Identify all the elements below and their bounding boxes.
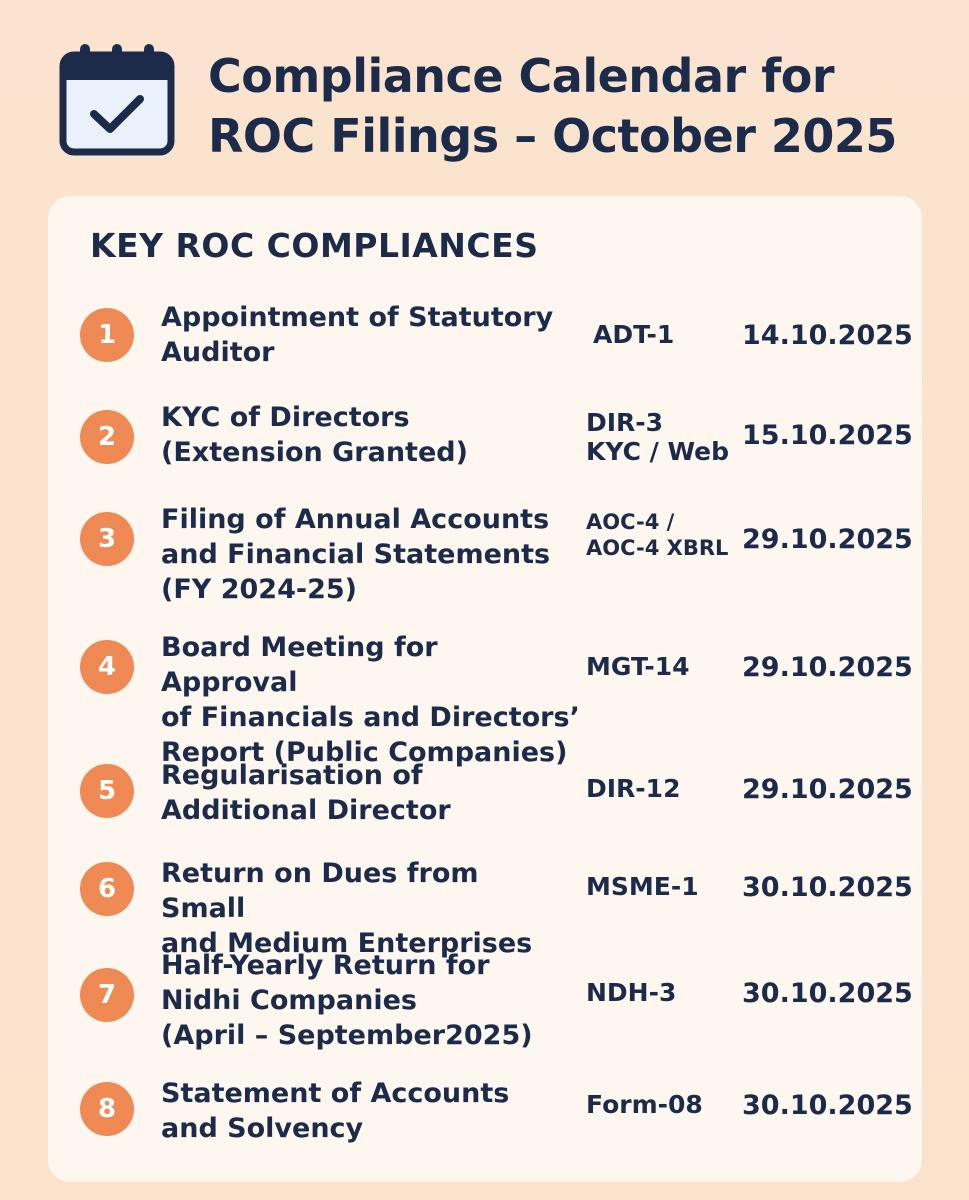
- compliance-description: Return on Dues from Small and Medium Enterprises: [161, 858, 533, 959]
- due-date: 29.10.2025: [742, 774, 913, 805]
- calendar-check-icon: [58, 42, 176, 158]
- row-number-badge: 6: [80, 862, 134, 916]
- compliance-description: KYC of Directors (Extension Granted): [161, 402, 468, 468]
- row-number-badge: 8: [80, 1082, 134, 1136]
- page-title-line-2: ROC Filings – October 2025: [208, 109, 897, 163]
- form-name: ADT-1: [593, 320, 675, 349]
- form-name: Form-08: [586, 1090, 703, 1119]
- compliance-description: Statement of Accounts and Solvency: [161, 1078, 510, 1144]
- due-date: 30.10.2025: [742, 978, 913, 1009]
- due-date: 30.10.2025: [742, 1090, 913, 1121]
- page-title: [208, 46, 897, 166]
- form-name: MGT-14: [586, 652, 690, 681]
- page-title-line-1: Compliance Calendar for: [208, 49, 835, 103]
- compliance-description: Appointment of Statutory Auditor: [161, 302, 554, 368]
- compliance-description: Filing of Annual Accounts and Financial Statements (FY 2024-25): [161, 504, 551, 605]
- compliance-description: Half-Yearly Return for Nidhi Companies (April – September2025): [161, 950, 533, 1051]
- form-name: MSME-1: [586, 872, 699, 901]
- header: [58, 42, 938, 172]
- due-date: 14.10.2025: [742, 320, 913, 351]
- form-name: DIR-3 KYC / Web: [586, 408, 730, 466]
- row-number-badge: 2: [80, 410, 134, 464]
- compliance-card: [48, 196, 922, 1182]
- form-name: AOC-4 / AOC-4 XBRL: [586, 510, 729, 560]
- compliance-description: Board Meeting for Approval of Financials and Directors’ Report (Public Companies): [161, 632, 580, 768]
- section-title: KEY ROC COMPLIANCES: [90, 226, 539, 265]
- due-date: 29.10.2025: [742, 652, 913, 683]
- due-date: 29.10.2025: [742, 524, 913, 555]
- due-date: 15.10.2025: [742, 420, 913, 451]
- row-number-badge: 1: [80, 308, 134, 362]
- form-name: DIR-12: [586, 774, 681, 803]
- form-name: NDH-3: [586, 978, 677, 1007]
- row-number-badge: 3: [80, 512, 134, 566]
- row-number-badge: 5: [80, 764, 134, 818]
- row-number-badge: 4: [80, 640, 134, 694]
- compliance-description: Regularisation of Additional Director: [161, 760, 451, 826]
- row-number-badge: 7: [80, 968, 134, 1022]
- due-date: 30.10.2025: [742, 872, 913, 903]
